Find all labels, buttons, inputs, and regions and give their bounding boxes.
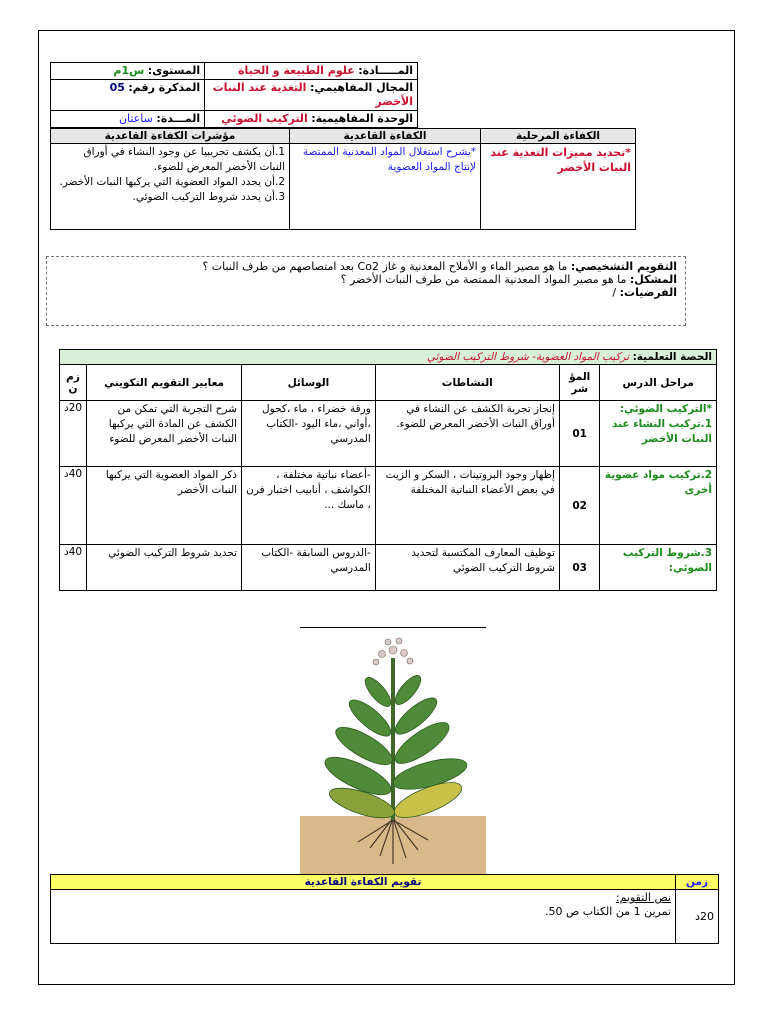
- memo-cell: المذكرة رقم: 05: [51, 80, 205, 111]
- base-competency-header: الكفاءة القاعدية: [290, 129, 481, 144]
- row-stage: 3.شروط التركيب الضوئي:: [600, 545, 717, 591]
- header-info-table: [50, 62, 418, 128]
- indicator-item: 1.أن يكشف تجريبيا عن وجود النشاء في أوراق النبات الأخضر المعرض للضوء.: [83, 146, 285, 173]
- col-means-header: الوسائل: [242, 365, 376, 401]
- indicators-header: مؤشرات الكفاءة القاعدية: [51, 129, 290, 144]
- row-criteria: تحديد شروط التركيب الضوئي: [87, 545, 242, 591]
- row-means: -أعضاء نباتية مختلفة ، الكواشف ، أنابيب اختبار فرن ، ماسك ...: [242, 467, 376, 545]
- eval-text-label: نص التقويم:: [615, 891, 671, 904]
- row-means: ورقة خضراء ، ماء ،كحول ،أواني ،ماء اليود -الكتاب المدرسي: [242, 401, 376, 467]
- evaluation-table: [50, 874, 719, 944]
- table-row: [60, 545, 717, 591]
- stage-competency: *تحديد مميزات التغذية عند النبات الأخضر: [481, 144, 636, 230]
- level-value: س1م: [113, 64, 145, 77]
- col-indicator-header: المؤ شر: [559, 365, 600, 401]
- col-activities-header: النشاطات: [375, 365, 559, 401]
- diagnostic-eval: التقويم التشخيصي: ما هو مصير الماء و الأملاح المعدنية و غاز Co2 بعد امتصاصهم من طرف النبات ؟: [202, 260, 677, 273]
- row-stage: *التركيب الضوئي: 1.تركيب النشاء عند النبات الأخضر: [600, 401, 717, 467]
- col-time-header: زم ن: [60, 365, 87, 401]
- eval-header: تقويم الكفاءة القاعدية: [51, 875, 676, 890]
- row-time: 40د: [60, 545, 87, 591]
- domain-cell: المجال المفاهيمي: التغذية عند النبات الأخضر: [205, 80, 418, 111]
- row-criteria: ذكر المواد العضوية التي يركبها النبات الأخضر: [87, 467, 242, 545]
- row-means: -الدروس السابقة -الكتاب المدرسي: [242, 545, 376, 591]
- table-row: [60, 401, 717, 467]
- subject-value: علوم الطبيعة و الحياة: [238, 64, 355, 77]
- diagnostic-box: [46, 256, 686, 326]
- session-title-bar: الحصة التعلمية: تركيب المواد العضوية- شروط التركيب الضوئي: [60, 350, 717, 365]
- indicator-item: 2.أن يحدد المواد العضوية التي يركبها النبات الأخضر.: [59, 176, 285, 188]
- indicators-list: [51, 144, 290, 230]
- competency-table: [50, 128, 636, 230]
- row-indicator: 03: [559, 545, 600, 591]
- row-activities: توظيف المعارف المكتسبة لتحديد شروط التركيب الضوئي: [375, 545, 559, 591]
- unit-value: التركيب الضوئي: [221, 112, 308, 125]
- eval-time: 20د: [676, 890, 719, 944]
- row-time: 40د: [60, 467, 87, 545]
- indicator-item: 3.أن يحدد شروط التركيب الضوئي.: [132, 191, 285, 203]
- base-competency: *يشرح استغلال المواد المعدنية الممتصة لإنتاج المواد العضوية: [290, 144, 481, 230]
- table-row: [60, 467, 717, 545]
- duration-value: ساعتان: [118, 112, 153, 125]
- unit-cell: الوحدة المفاهيمية: التركيب الضوئي: [205, 111, 418, 128]
- diagnostic-problem: المشكل: ما هو مصير المواد المعدنية الممتصة من طرف النبات الأخضر ؟: [340, 273, 677, 286]
- level-cell: المستوى: س1م: [51, 63, 205, 80]
- col-criteria-header: معايير التقويم التكويني: [87, 365, 242, 401]
- row-activities: إنجاز تجربة الكشف عن النشاء في أوراق النبات الأخضر المعرض للضوء.: [375, 401, 559, 467]
- session-table: [59, 349, 717, 591]
- row-indicator: 01: [559, 401, 600, 467]
- stage-competency-header: الكفاءة المرحلية: [481, 129, 636, 144]
- row-criteria: شرح التجربة التي تمكن من الكشف عن المادة التي يركبها النبات الأخضر المعرض للضوء: [87, 401, 242, 467]
- diagnostic-hypotheses: الفرضيات: /: [612, 286, 677, 299]
- row-indicator: 02: [559, 467, 600, 545]
- tobacco-plant-illustration: [300, 627, 486, 874]
- eval-text-value: تمرين 1 من الكتاب ص 50.: [545, 905, 671, 918]
- row-time: 20د: [60, 401, 87, 467]
- duration-cell: المـــدة: ساعتان: [51, 111, 205, 128]
- session-title: تركيب المواد العضوية- شروط التركيب الضوئي: [426, 351, 630, 363]
- eval-time-header: زمن: [676, 875, 719, 890]
- domain-value: التغذية عند النبات الأخضر: [212, 81, 413, 108]
- row-activities: إظهار وجود البروتينات ، السكر و الزيت في بعض الأعضاء النباتية المختلفة: [375, 467, 559, 545]
- row-stage: 2.تركيب مواد عضوية أخرى: [600, 467, 717, 545]
- col-stage-header: مراحل الدرس: [600, 365, 717, 401]
- subject-cell: المـــــادة: علوم الطبيعة و الحياة: [205, 63, 418, 80]
- eval-text-cell: [51, 890, 676, 944]
- memo-value: 05: [109, 81, 125, 94]
